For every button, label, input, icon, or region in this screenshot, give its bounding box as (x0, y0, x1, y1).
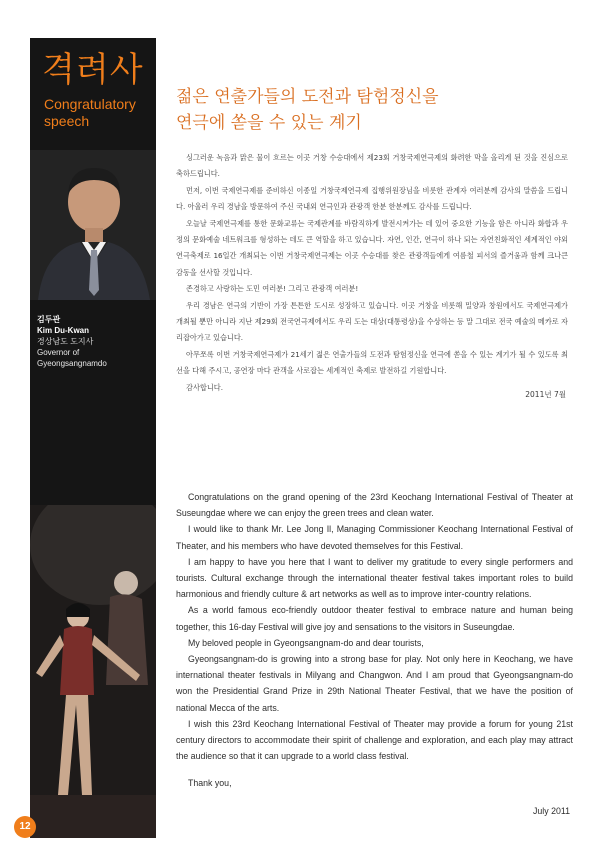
korean-title-line-1: 젊은 연출가들의 도전과 탐험정신을 (176, 87, 439, 107)
speaker-position-korean: 경상남도 도지사 (37, 337, 94, 346)
section-heading-korean: 격려사 (42, 50, 144, 90)
english-paragraph: I wish this 23rd Keochang International Festival of Theater may provide a forum for young 21st century directors to accommodate their spirit of challenge and exploration, and each play may attract the audience so that it can upgrade to a world class festival. (176, 718, 573, 762)
english-paragraph: As a world famous eco-friendly outdoor theater festival to embrace nature and human being together, this 16-day Festival will give joy and sensations to the visitors in Suseungdae. (176, 605, 573, 632)
speaker-position-english-2: Gyeongsangnamdo (37, 359, 107, 368)
english-paragraph: Congratulations on the grand opening of the 23rd Keochang International Festival of Theater at Suseungdae where we can enjoy the green trees and clean water. (176, 492, 573, 519)
english-closing: Thank you, (188, 778, 232, 788)
english-paragraph: Gyeongsangnam-do is growing into a strong base for play. Not only here in Keochang, we have international theater festivals in Milyang and Changwon. And I am proud that Gyeongsangnam-do won the Presidential Grand Prize in 29th National Theater Festival, that we have the position of national Mecca of the arts. (176, 654, 573, 713)
korean-paragraph: 존경하고 사랑하는 도민 여러분! 그리고 관광객 여러분! (186, 284, 359, 294)
page-number-badge: 12 (14, 816, 36, 838)
stage-performance-photo (30, 505, 156, 838)
korean-title (176, 84, 576, 136)
english-paragraph: I would like to thank Mr. Lee Jong Il, Managing Commissioner Keochang International Festival of Theater, and his members who have devoted themselves for this Festival. (176, 524, 573, 551)
speaker-info (37, 314, 152, 369)
korean-paragraph: 아무쪼록 이번 거창국제연극제가 21세기 젊은 연출가들의 도전과 탐험정신을 연극에 쏟을 수 있는 계기가 될 수 있도록 최선을 다해 주시고, 공연장 마다 관객을 사로잡는 세계적인 축제로 발전하길 기원합니다. (176, 349, 568, 376)
korean-paragraph: 싱그러운 녹음과 맑은 물이 흐르는 이곳 거창 수승대에서 제23회 거창국제연극제의 화려한 막을 올리게 된 것을 진심으로 축하드립니다. (176, 153, 568, 179)
speaker-name-korean: 김두관 (37, 315, 61, 324)
speaker-position-english-1: Governor of (37, 348, 80, 357)
english-date: July 2011 (532, 806, 570, 816)
korean-paragraph: 우리 경남은 연극의 기반이 가장 튼튼한 도시로 성장하고 있습니다. 이곳 거창을 비롯해 밀양과 창원에서도 국제연극제가 개최될 뿐만 아니라 지난 제29회 전국연극제에서도 우리 도는 대상(대통령상)을 수상하는 등 말 그대로 전국 예술의 메카로 자리잡아가고 있습니다. (176, 300, 568, 343)
english-speech-body (176, 489, 573, 764)
korean-paragraph: 먼저, 이번 국제연극제를 준비하신 이종일 거창국제연극제 집행위원장님을 비롯한 관계자 여러분께 감사의 말씀을 드립니다. 아울러 우리 경남을 방문하여 주신 국내외 연극인과 관광객 한분 한분께도 감사를 드립니다. (176, 185, 568, 212)
speaker-name-english: Kim Du-Kwan (37, 326, 89, 335)
english-paragraph: I am happy to have you here that I want to deliver my gratitude to every single performers and tourists. Cultural exchange through the international theater festival takes important roles to build harmonious and friendly culture & art networks as well as to improve inter-country relations. (176, 556, 573, 600)
english-paragraph: My beloved people in Gyeongsangnam-do and dear tourists, (188, 637, 424, 648)
section-heading-english: Congratulatory speech (44, 96, 136, 129)
korean-paragraph: 감사합니다. (186, 382, 224, 392)
korean-speech-body (176, 150, 568, 396)
korean-title-line-2: 연극에 쏟을 수 있는 계기 (176, 113, 362, 133)
governor-portrait (30, 150, 156, 300)
korean-paragraph: 오늘날 국제연극제를 통한 문화교류는 국제관계를 바람직하게 발전시켜가는 데 있어 중요한 기능을 함은 아니라 화합과 우정의 문화예술 네트워크를 형성하는 데도 큰 역할을 하고 있습니다. 자연, 인간, 연극이 하나 되는 자연친화적인 세계적인 야외연극축제로 16일간 개최되는 이번 거창국제연극제는 이곳 수승대를 찾은 관광객들에게 여름철 피서의 즐거움과 함께 크나큰 감동을 선사할 것입니다. (176, 218, 568, 277)
korean-date: 2011년 7월 (525, 390, 566, 399)
